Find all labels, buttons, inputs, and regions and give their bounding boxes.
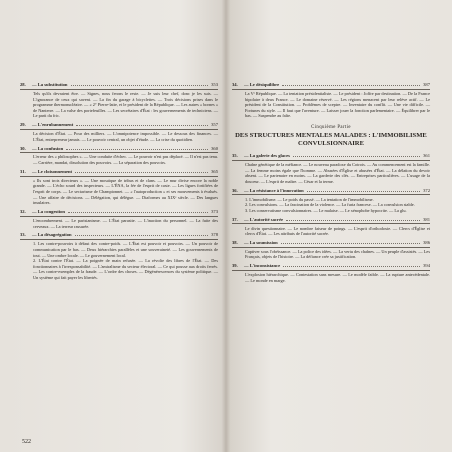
toc-entry bbox=[20, 232, 218, 280]
chapter-summary: L'encombrement. — Le parisianisme. — L'État parasite. — L'inaction du personnel. — La fuite des cerveaux. — La terreur rassurée. bbox=[33, 217, 218, 229]
chapter-summary: 2. L'État contre l'État. — La poignée de main refusée. — La révolte des libres de l'État. — Des fonctionnaires à l'irresponsabilité. — L'amiralisme du secteur électoral. — Ce qui pousse aux droits ferrés. — Les contre-exemples de la fraude. — L'ordre des choses. — Dégénérescences du système politique. — Un système qui fait payer les libertés. bbox=[33, 258, 218, 280]
chapter-number: 38. bbox=[232, 239, 238, 245]
left-page-number: 522 bbox=[22, 439, 31, 445]
part-heading bbox=[232, 125, 430, 148]
toc-entry-heading bbox=[232, 240, 430, 248]
dot-leader bbox=[307, 191, 420, 192]
toc-entry-heading bbox=[20, 209, 218, 217]
dot-leader bbox=[293, 156, 420, 157]
chapter-summary: 2. Les convulsions. — La fascination de la violence. — La furia francese. — La convulsion stable. bbox=[245, 202, 415, 208]
chapter-page: 381 bbox=[423, 216, 430, 222]
chapter-page: 394 bbox=[423, 263, 430, 269]
toc-entry-heading bbox=[232, 217, 430, 225]
toc-entry-heading bbox=[20, 232, 218, 240]
toc-entry-heading bbox=[232, 188, 430, 196]
chapter-number: 30. bbox=[20, 145, 26, 151]
dot-leader bbox=[68, 212, 208, 213]
part-title: DES STRUCTURES MENTALES MALADES : L'IMMOBILISME CONVULSIONNAIRE bbox=[235, 132, 427, 148]
toc-entry bbox=[232, 188, 430, 214]
chapter-title: — L'enrubannement bbox=[32, 122, 74, 128]
chapter-page: 365 bbox=[211, 168, 218, 174]
chapter-page: 372 bbox=[423, 187, 430, 193]
chapter-title: — Le cloisonnement bbox=[32, 168, 73, 174]
dot-leader bbox=[76, 125, 208, 126]
chapter-title: — La désagrégation bbox=[32, 232, 72, 238]
chapter-summary: L'explosion hiérarchique. — Contestation sans mesure. — Le modèle faible. — La rupture antecédentale. — Le monde en marge. bbox=[245, 272, 430, 283]
toc-entry bbox=[232, 240, 430, 260]
dot-leader bbox=[66, 149, 208, 150]
toc-entry bbox=[20, 82, 218, 119]
chapter-summary: Captiver sous l'obéissance. — La police des idées. — La vertu des chaînes. — Un peuple d'assistés. — Les Français, objets de l'histoire. — La défiance crée sa justification. bbox=[245, 248, 430, 260]
toc-entry bbox=[20, 146, 218, 166]
toc-entry bbox=[232, 82, 430, 119]
toc-entry bbox=[20, 169, 218, 206]
chapter-number: 31. bbox=[20, 168, 26, 174]
chapter-number: 37. bbox=[232, 216, 238, 222]
chapter-number: 36. bbox=[232, 187, 238, 193]
toc-entry-heading bbox=[20, 146, 218, 154]
chapter-summary: 1. L'immobilisme. — Le poids du passé. — La tentation de l'immobilisme. bbox=[245, 196, 374, 202]
chapter-title: — Le désiquilibre bbox=[244, 82, 280, 87]
dot-leader bbox=[75, 235, 209, 236]
toc-entry bbox=[20, 122, 218, 142]
chapter-page: 386 bbox=[423, 239, 430, 245]
toc-entry bbox=[232, 153, 430, 184]
dot-leader bbox=[75, 172, 208, 173]
chapter-number: 39. bbox=[232, 263, 238, 269]
toc-entry bbox=[232, 217, 430, 237]
chapter-title: — L'autorité sacrée bbox=[244, 216, 284, 222]
chapter-number: 34. bbox=[232, 82, 238, 87]
chapter-summary: Chaîne génétique de la méfiance. — Le nouveau paradoxe du Cotrois. — Au commencement est la famille. — La femme moins égale que l'homme. — Abusées d'Église et abusées d'État. — La délation du devoir absent. — Le partenaire en moins. — La garderie des clés. — Entreprises particulières. — L'usage de la douceur. — L'esprit de maître. — César et la terme. bbox=[245, 162, 430, 184]
dot-leader bbox=[283, 266, 420, 267]
chapter-title: — La galerie des glaces bbox=[244, 153, 290, 159]
toc-entry-heading bbox=[20, 122, 218, 130]
chapter-title: — La soumission bbox=[244, 239, 278, 245]
right-page-top-entries bbox=[232, 82, 430, 119]
chapter-number: 32. bbox=[20, 209, 26, 214]
chapter-page: 373 bbox=[211, 209, 218, 214]
toc-entry-heading bbox=[20, 169, 218, 177]
toc-entry-heading bbox=[20, 82, 218, 90]
chapter-summary: 3. Les conservatisme convulsionnaires. — Le malaise. — Le xénophobe hypocrite. — La glu. bbox=[245, 207, 407, 213]
dot-leader bbox=[71, 85, 209, 86]
dot-leader bbox=[282, 85, 420, 86]
dot-leader bbox=[286, 220, 420, 221]
chapter-summary: La Vᵉ République. — La tentation présidentialiste. — Le président : Joffre par destination. — De la France bipolaire à deux France. — Le domaine réservé. — Les régions menacent par leur relève actif. — Le président de la Constitution. — Problèmes de sceptre. — Inventaire du conflit. — Une vie difficile. — Fortunes du style. — Il faut que l'aventure. — Laisser jouer la fonction parlementaire. — Équilibrer par le bas. — Suspendre au faîte. bbox=[245, 90, 430, 119]
chapter-summary: 1. Les contre-pouvoirs à défaut des contre-poids. — L'État est pouvoir et pouvoirs. — Un pouvoir de communication par le bas. — Deux hiérarchies parallèles et une souveraineté. — Les gouvernements de tout. — Une ombre locale. — Le gouvernement local. bbox=[33, 241, 218, 258]
chapter-number: 29. bbox=[20, 122, 26, 128]
chapter-page: 353 bbox=[211, 82, 218, 87]
chapter-title: — La congestion bbox=[32, 209, 65, 214]
dot-leader bbox=[281, 243, 420, 244]
chapter-page: 361 bbox=[423, 153, 430, 159]
right-page bbox=[232, 82, 430, 287]
chapter-page: 378 bbox=[211, 232, 218, 238]
toc-entry-heading bbox=[232, 82, 430, 90]
chapter-number: 35. bbox=[232, 153, 238, 159]
left-page bbox=[20, 82, 218, 284]
chapter-number: 28. bbox=[20, 82, 26, 87]
toc-entry-heading bbox=[232, 153, 430, 161]
chapter-summary: La décision d'État. — Pour des milliers. — L'omnipotence impossible. — Le dessous des finances. — L'État, entrepreneur jamais. — Le pouvoir central, un objet d'étude. — La crise du quotidien. bbox=[33, 131, 218, 142]
toc-entry bbox=[232, 263, 430, 283]
chapter-page: 387 bbox=[423, 82, 430, 87]
chapter-summary: L'erreur des « philosophes ». — Une conduite d'échec. — Le pouvoir n'est pas déplacé. — Il n'est pas tenu. — Carrière, mandat, dissolution des pouvoirs. — La séparation des pouvoirs. bbox=[33, 154, 218, 166]
chapter-number: 33. bbox=[20, 232, 26, 238]
chapter-summary: Le divin questionnaire. — Le nombre faiseur de poings. — L'esprit d'orthodoxie. — Clercs d'Église et clercs d'État. — Les attributs de l'autorité sacrée. bbox=[245, 225, 430, 237]
chapter-title: — La confusion bbox=[32, 145, 64, 151]
chapter-page: 357 bbox=[211, 122, 218, 128]
chapter-title: — La résistance à l'innovation bbox=[244, 187, 304, 193]
chapter-title: — L'inconsistance bbox=[244, 263, 281, 269]
chapter-title: — La substitution bbox=[32, 82, 68, 87]
part-label: Cinquième Partie bbox=[311, 124, 351, 130]
toc-entry-heading bbox=[232, 263, 430, 271]
chapter-summary: « Ils sont trois directeurs ». — Une mosaïque de tribus et de clans. — Le mur divise encore la noble grande. — L'écho sourd des inspecteurs. — L'ÉNA, la fée de l'esprit de caste. — Les ligues fortifiées de l'esprit de corps. — Le sectarisme de Championnet. — « l'autoproduction » et ses mouvements à évalués. — Une affaire de décisions. — Délégation, qui délègue. — Diaformes au XIXᵉ siècle. — Des langues insulaires. bbox=[33, 177, 218, 206]
chapter-page: 360 bbox=[211, 145, 218, 151]
chapter-summary: Tels qu'ils devraient être. — Signes, nous ferons le reste. — Je suis leur chef, donc je les suis. — L'ignorance de ceux qui savent. — La fin du garage à bicyclettes. — Trois décisions prises dans le programme thermonucléaire. — « 2° Pierre-latte, et le président de la République. — Les autres « bornes » de Nanterre. — La valse des portefeuilles. — Les secrétaires d'État : les gouvernements de techniciens. — Le parti du fric. bbox=[33, 90, 218, 119]
toc-entry bbox=[20, 209, 218, 229]
right-page-entries bbox=[232, 153, 430, 283]
